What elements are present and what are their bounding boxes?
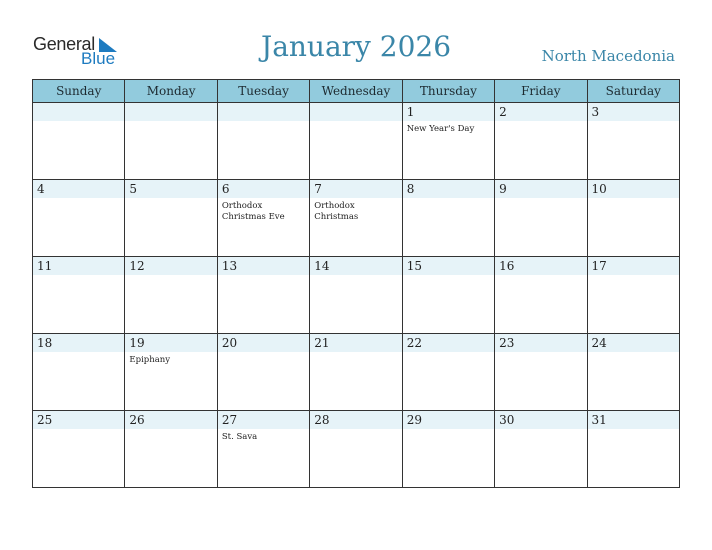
- weekday-header: Saturday: [587, 80, 679, 103]
- day-number: 6: [218, 180, 309, 198]
- day-cell: [402, 334, 494, 411]
- day-cell: [587, 411, 679, 488]
- weekday-header-row: [33, 80, 680, 103]
- logo-text-general: General: [33, 34, 95, 54]
- weekday-header: Thursday: [402, 80, 494, 103]
- day-cell: [125, 334, 217, 411]
- day-cell: [587, 257, 679, 334]
- day-number: 21: [310, 334, 401, 352]
- day-number: 26: [125, 411, 216, 429]
- holiday-label: Orthodox Christmas: [314, 201, 359, 222]
- day-cell: [587, 103, 679, 180]
- day-cell: [310, 411, 402, 488]
- day-number: 16: [495, 257, 586, 275]
- day-cell: [495, 411, 587, 488]
- day-cell: [495, 180, 587, 257]
- day-number: 23: [495, 334, 586, 352]
- day-number: 12: [125, 257, 216, 275]
- day-number: 10: [588, 180, 679, 198]
- day-number: 7: [310, 180, 401, 198]
- day-number: 25: [33, 411, 124, 429]
- day-number: 11: [33, 257, 124, 275]
- calendar-title: January 2026: [260, 30, 452, 63]
- day-cell: [402, 103, 494, 180]
- day-cell: [33, 411, 125, 488]
- day-number: [310, 103, 401, 121]
- day-cell: [587, 334, 679, 411]
- day-number: 5: [125, 180, 216, 198]
- day-number: [218, 103, 309, 121]
- day-cell: [310, 180, 402, 257]
- week-row: [33, 257, 680, 334]
- day-number: 24: [588, 334, 679, 352]
- weekday-header: Wednesday: [310, 80, 402, 103]
- week-row: [33, 411, 680, 488]
- day-number: 4: [33, 180, 124, 198]
- day-cell: [217, 257, 309, 334]
- day-number: 27: [218, 411, 309, 429]
- day-cell: [217, 180, 309, 257]
- day-number: 1: [403, 103, 494, 121]
- day-cell: [125, 411, 217, 488]
- day-number: 2: [495, 103, 586, 121]
- week-row: [33, 180, 680, 257]
- weekday-header: Monday: [125, 80, 217, 103]
- day-number: 8: [403, 180, 494, 198]
- country-name: North Macedonia: [541, 47, 675, 65]
- day-cell: [402, 257, 494, 334]
- day-cell: [310, 334, 402, 411]
- day-cell: [217, 411, 309, 488]
- day-cell: [402, 180, 494, 257]
- day-cell: [125, 257, 217, 334]
- day-cell: [310, 257, 402, 334]
- day-number: 17: [588, 257, 679, 275]
- day-number: 13: [218, 257, 309, 275]
- day-cell: [495, 103, 587, 180]
- day-number: 18: [33, 334, 124, 352]
- week-row: [33, 103, 680, 180]
- weekday-header: Friday: [495, 80, 587, 103]
- day-cell: [310, 103, 402, 180]
- logo-text-blue: Blue: [81, 49, 116, 68]
- day-cell: [33, 180, 125, 257]
- day-number: 9: [495, 180, 586, 198]
- day-cell: [217, 334, 309, 411]
- day-number: 29: [403, 411, 494, 429]
- day-cell: [33, 257, 125, 334]
- day-number: 15: [403, 257, 494, 275]
- day-cell: [587, 180, 679, 257]
- day-number: 14: [310, 257, 401, 275]
- holiday-label: St. Sava: [221, 432, 258, 442]
- day-cell: [33, 334, 125, 411]
- day-cell: [402, 411, 494, 488]
- holiday-label: Orthodox Christmas Eve: [221, 201, 285, 222]
- holiday-label: Epiphany: [129, 355, 171, 365]
- weekday-header: Tuesday: [217, 80, 309, 103]
- day-cell: [33, 103, 125, 180]
- weekday-header: Sunday: [33, 80, 125, 103]
- calendar-grid: [32, 79, 680, 488]
- holiday-label: New Year's Day: [406, 124, 475, 134]
- day-number: 22: [403, 334, 494, 352]
- day-number: 3: [588, 103, 679, 121]
- day-number: 30: [495, 411, 586, 429]
- calendar-body: [33, 103, 680, 488]
- day-cell: [125, 103, 217, 180]
- day-number: 20: [218, 334, 309, 352]
- day-number: [33, 103, 124, 121]
- day-number: [125, 103, 216, 121]
- day-cell: [495, 257, 587, 334]
- day-number: 28: [310, 411, 401, 429]
- day-number: 19: [125, 334, 216, 352]
- day-cell: [125, 180, 217, 257]
- day-cell: [217, 103, 309, 180]
- week-row: [33, 334, 680, 411]
- day-cell: [495, 334, 587, 411]
- day-number: 31: [588, 411, 679, 429]
